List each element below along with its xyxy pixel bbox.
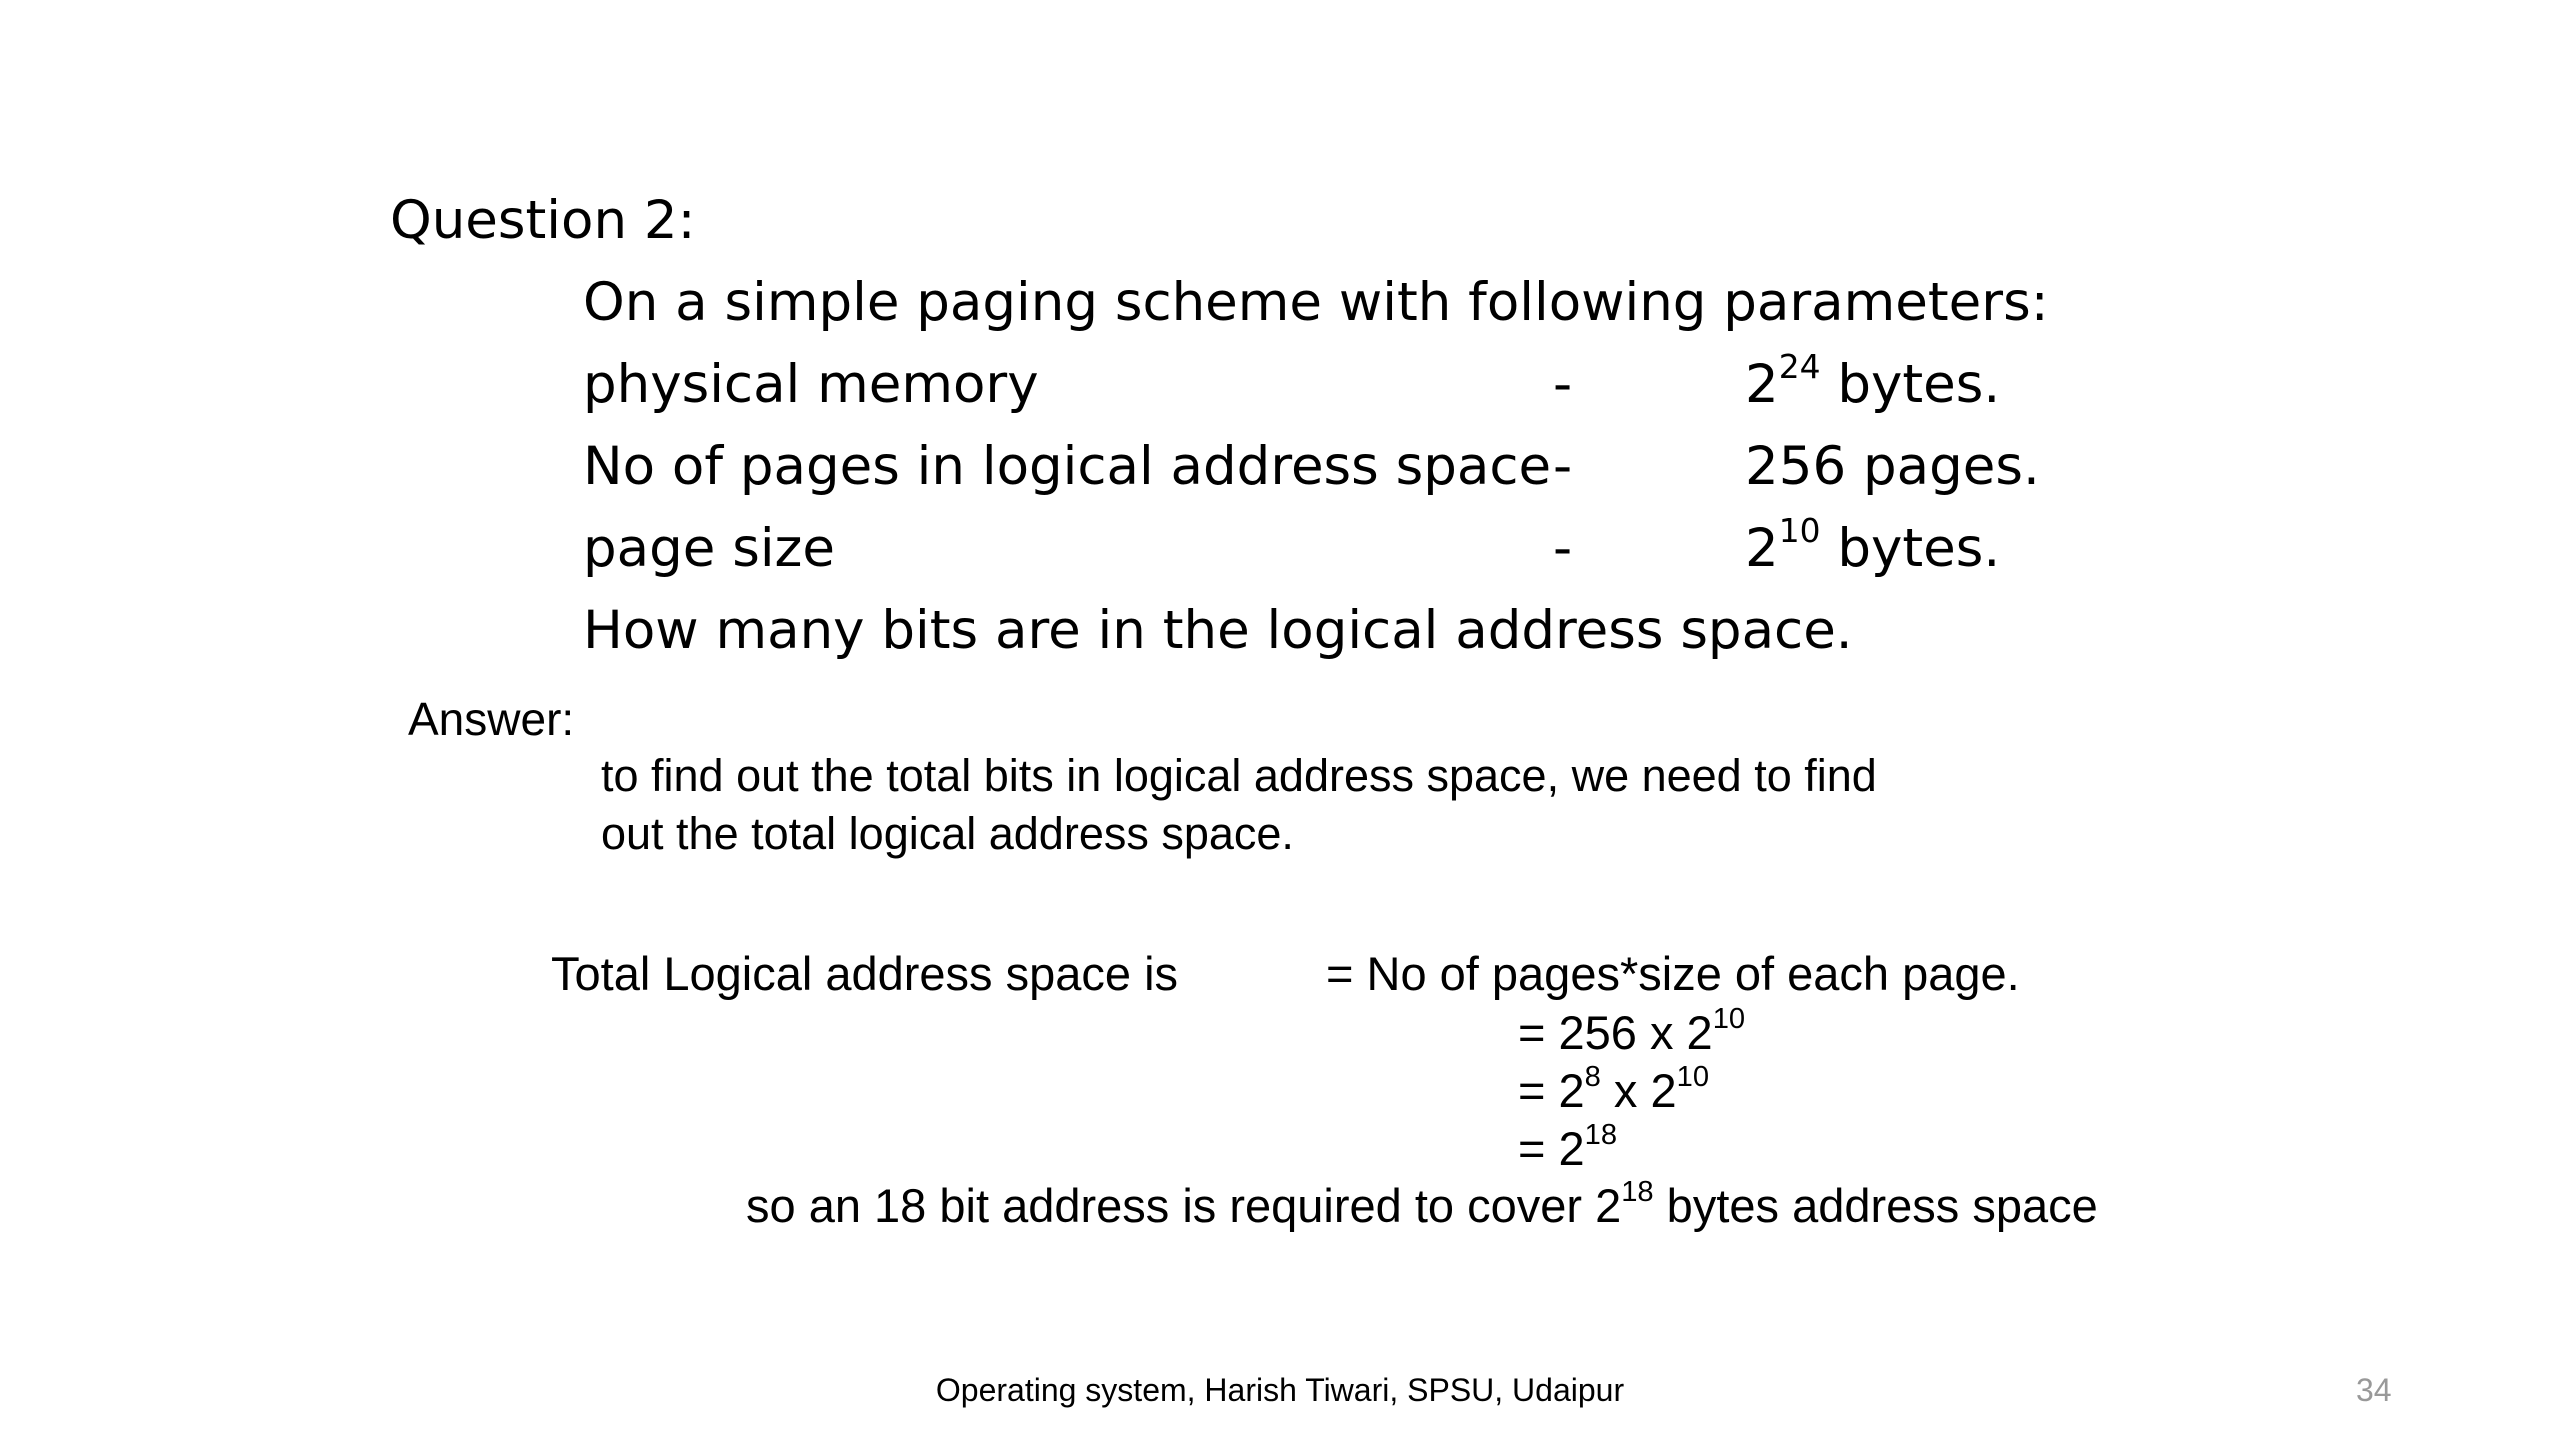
answer-line-1: to find out the total bits in logical address space, we need to find [601, 750, 1877, 801]
param-value-page-size: $2^{10}$ bytes. [1745, 511, 2001, 579]
param-dash: - [1553, 436, 1573, 497]
param-value-physical-memory: $2^{24}$ bytes. [1745, 347, 2001, 415]
page-number: 34 [2356, 1372, 2392, 1408]
calc-step-3: = $2^{18}$ [1518, 1119, 1618, 1175]
answer-line-2: out the total logical address space. [601, 808, 1294, 859]
slide-footer: Operating system, Harish Tiwari, SPSU, Udaipur [935, 1372, 1625, 1408]
formula: = No of pages*size of each page. [1326, 947, 2020, 1000]
question-ask: How many bits are in the logical address space. [583, 600, 1853, 661]
question-intro: On a simple paging scheme with following parameters: [583, 272, 2049, 333]
param-dash: - [1553, 354, 1573, 415]
param-dash: - [1553, 518, 1573, 579]
param-label-physical-memory: physical memory [583, 354, 1039, 415]
param-label-pages: No of pages in logical address space [583, 436, 1552, 497]
total-label: Total Logical address space is [551, 947, 1179, 1000]
calc-step-1: = 256 x $2^{10}$ [1518, 1003, 1746, 1059]
param-label-page-size: page size [583, 518, 835, 579]
calc-step-2: = $2^8$ x $2^{10}$ [1518, 1061, 1710, 1117]
question-title: Question 2: [390, 190, 696, 251]
conclusion: so an 18 bit address is required to cover $2^{18}$ bytes address space [746, 1176, 2098, 1232]
answer-label: Answer: [408, 693, 575, 745]
param-value-pages: 256 pages. [1745, 436, 2040, 497]
